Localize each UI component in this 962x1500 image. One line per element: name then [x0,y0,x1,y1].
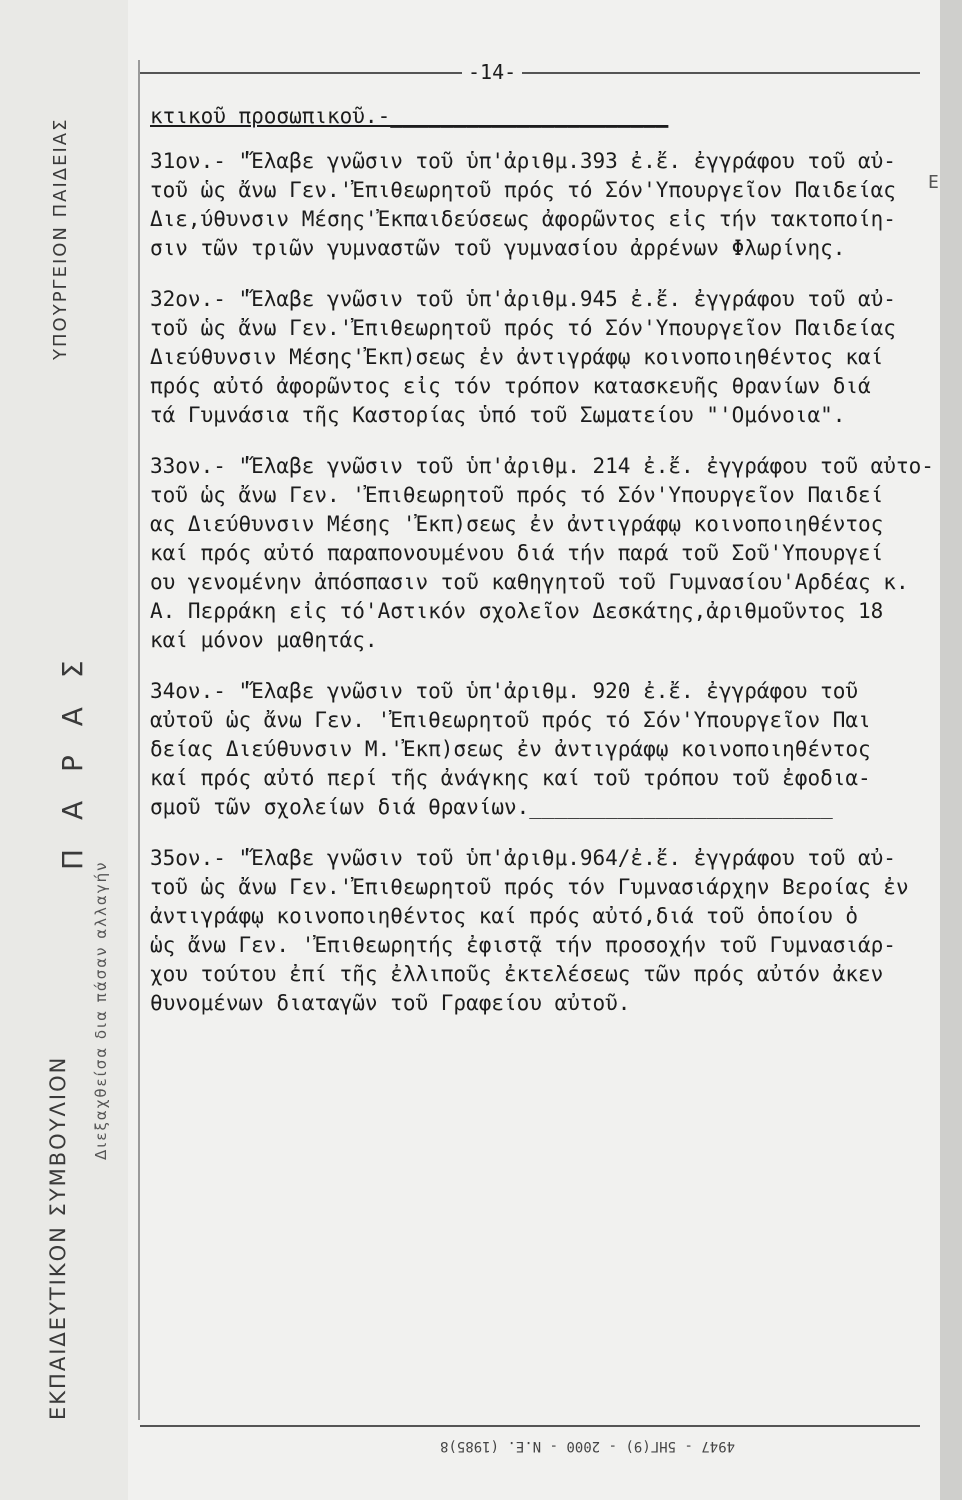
edge-mark: Ε [928,172,939,193]
item-line: Α. Περράκη εἰς τό'Αστικόν σχολεῖον Δεσκάτης,ἀριθμοῦντος 18 [150,599,884,623]
footer-rule [140,1425,920,1427]
minutes-item [150,844,930,1018]
item-line: τοῦ ὡς ἄνω Γεν.'Ἐπιθεωρητοῦ πρός τό Σόν'Υπουργεῖον Παιδείας [150,316,896,340]
margin-rule [138,60,140,1420]
left-margin-strip [0,0,128,1500]
document-body [150,102,934,1040]
item-line: καί πρός αὐτό παραπονουμένου διά τήν παρά τοῦ Σοῦ'Υπουργεί [150,541,884,565]
item-line: καί πρός αὐτό περί τῆς ἀνάγκης καί τοῦ τρόπου τοῦ ἐφοδια- [150,766,871,790]
item-line: θυνομένων διαταγῶν τοῦ Γραφείου αὐτοῦ. [150,991,631,1015]
item-line: Διε,ύθυνσιν Μέσης'Ἐκπαιδεύσεως ἀφορῶντος εἰς τήν τακτοποίη- [150,207,896,231]
item-line: 34ον.- "Ἔλαβε γνῶσιν τοῦ ὑπ'ἀριθμ. 920 ἐ.ἔ. ἐγγράφου τοῦ [150,679,859,703]
item-line: αὐτοῦ ὡς ἄνω Γεν. 'Ἐπιθεωρητοῦ πρός τό Σόν'Υπουργεῖον Παι [150,708,871,732]
item-line: σμοῦ τῶν σχολείων διά θρανίων.________________________ [150,795,833,819]
item-line: καί μόνον μαθητάς. [150,628,378,652]
item-line: 32ον.- "Ἔλαβε γνῶσιν τοῦ ὑπ'ἀριθμ.945 ἐ.ἔ. ἐγγράφου τοῦ αὐ- [150,287,896,311]
item-line: σιν τῶν τριῶν γυμναστῶν τοῦ γυμνασίου ἀρρένων Φλωρίνης. [150,236,846,260]
opening-line: κτικοῦ προσωπικοῦ.-______________________ [150,104,669,128]
item-line: ἀντιγράφῳ κοινοποιηθέντος καί πρός αὐτό,διά τοῦ ὁποίου ὁ [150,904,859,928]
footer-print-code: 4947 - 5ΗΓ(9) - 2000 - Ν.Ε. (1985)8 [440,1438,736,1454]
item-line: πρός αὐτό ἀφορῶντος εἰς τόν τρόπον κατασκευῆς θρανίων διά [150,374,871,398]
right-page-edge [940,0,962,1500]
margin-vertical-text-3: Διεξαχθείσα δια πάσαν αλλαγήν [92,860,110,1160]
margin-vertical-text-1: ΕΚΠΑΙΔΕΥΤΙΚΟΝ ΣΥΜΒΟΥΛΙΟΝ [46,1055,70,1420]
minutes-items [150,147,934,1018]
minutes-item [150,452,934,655]
margin-vertical-text-4: Π Α Ρ Α Σ [56,650,89,870]
item-line: δείας Διεύθυνσιν Μ.'Ἐκπ)σεως ἐν ἀντιγράφῳ κοινοποιηθέντος [150,737,871,761]
minutes-item [150,285,930,430]
item-line: τοῦ ὡς ἄνω Γεν. 'Ἐπιθεωρητοῦ πρός τό Σόν'Υπουργεῖον Παιδεί [150,483,884,507]
item-line: ας Διεύθυνσιν Μέσης 'Ἐκπ)σεως ἐν ἀντιγράφῳ κοινοποιηθέντος [150,512,884,536]
item-line: τοῦ ὡς ἄνω Γεν.'Ἐπιθεωρητοῦ πρός τόν Γυμνασιάρχην Βεροίας ἐν [150,875,909,899]
item-line: τοῦ ὡς ἄνω Γεν.'Ἐπιθεωρητοῦ πρός τό Σόν'Υπουργεῖον Παιδείας [150,178,896,202]
item-line: ὡς ἄνω Γεν. 'Ἐπιθεωρητής ἐφιστᾷ τήν προσοχήν τοῦ Γυμνασιάρ- [150,933,896,957]
item-line: 33ον.- "Ἔλαβε γνῶσιν τοῦ ὑπ'ἀριθμ. 214 ἐ.ἔ. ἐγγράφου τοῦ αὐτο- [150,454,934,478]
item-line: 31ον.- "Ἔλαβε γνῶσιν τοῦ ὑπ'ἀριθμ.393 ἐ.ἔ. ἐγγράφου τοῦ αὐ- [150,149,896,173]
page-number: -14- [462,60,522,84]
item-line: τά Γυμνάσια τῆς Καστορίας ὑπό τοῦ Σωματείου "'Ομόνοια". [150,403,846,427]
minutes-item [150,677,930,822]
item-line: ου γενομένην ἀπόσπασιν τοῦ καθηγητοῦ τοῦ Γυμνασίου'Αρδέας κ. [150,570,909,594]
minutes-item [150,147,930,263]
margin-vertical-text-2: ΥΠΟΥΡΓΕΙΟΝ ΠΑΙΔΕΙΑΣ [50,117,71,360]
header-rule [140,72,920,74]
item-line: 35ον.- "Ἔλαβε γνῶσιν τοῦ ὑπ'ἀριθμ.964/ἐ.ἔ. ἐγγράφου τοῦ αὐ- [150,846,896,870]
item-line: χου τούτου ἐπί τῆς ἐλλιποῦς ἐκτελέσεως τῶν πρός αὐτόν ἀκεν [150,962,884,986]
item-line: Διεύθυνσιν Μέσης'Ἐκπ)σεως ἐν ἀντιγράφῳ κοινοποιηθέντος καί [150,345,884,369]
